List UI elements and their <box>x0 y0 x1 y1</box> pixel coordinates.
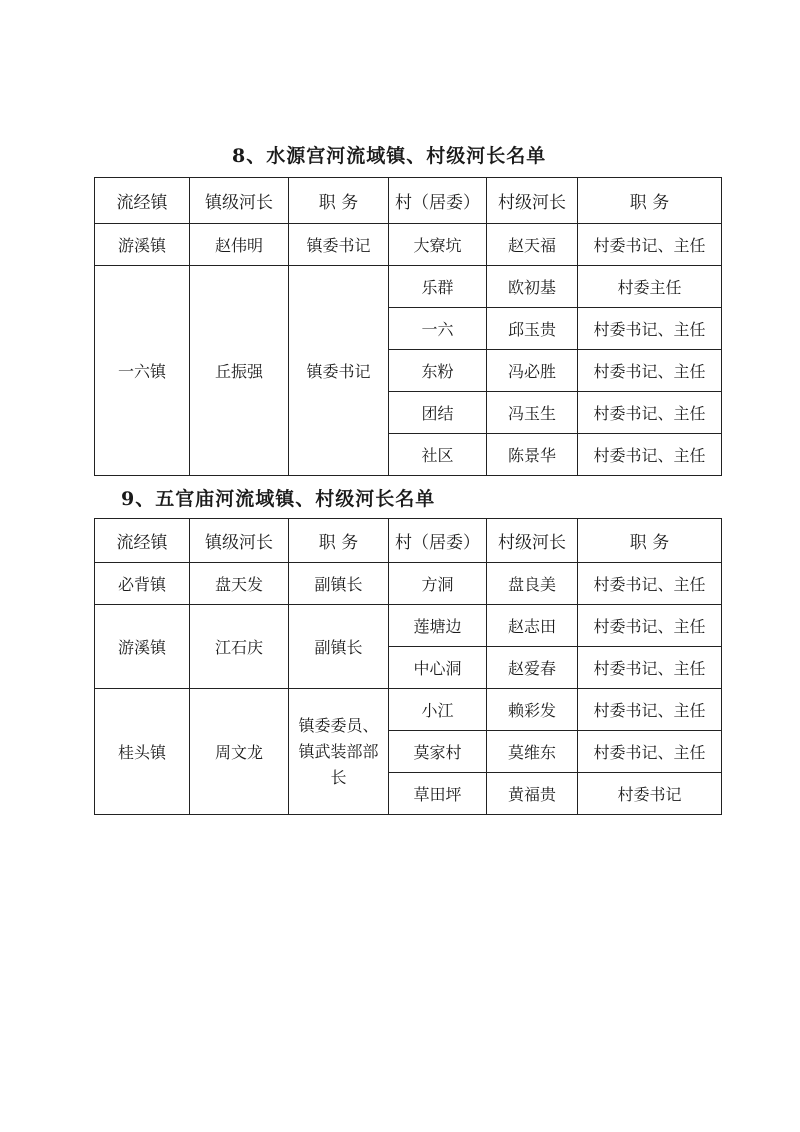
village-chief-cell: 赖彩发 <box>487 689 578 731</box>
town-duty-cell: 副镇长 <box>289 605 389 689</box>
village-chief-cell: 邱玉贵 <box>487 308 578 350</box>
town-duty-cell: 副镇长 <box>289 563 389 605</box>
village-chief-cell: 赵爱春 <box>487 647 578 689</box>
header-cell: 镇级河长 <box>190 178 289 224</box>
village-chief-cell: 冯玉生 <box>487 392 578 434</box>
header-cell: 职 务 <box>289 519 389 563</box>
table-row <box>95 266 722 308</box>
town-duty-cell: 镇委书记 <box>289 224 389 266</box>
header-cell: 镇级河长 <box>190 519 289 563</box>
town-duty-cell: 镇委委员、镇武装部部长 <box>289 689 389 815</box>
village-duty-cell: 村委书记、主任 <box>578 605 722 647</box>
table-row <box>95 605 722 647</box>
town-cell: 一六镇 <box>95 266 190 476</box>
table-header-row <box>95 178 722 224</box>
village-duty-cell: 村委书记、主任 <box>578 224 722 266</box>
village-chief-cell: 赵天福 <box>487 224 578 266</box>
village-duty-cell: 村委书记、主任 <box>578 563 722 605</box>
header-cell: 村级河长 <box>487 178 578 224</box>
town-cell: 游溪镇 <box>95 224 190 266</box>
village-duty-cell: 村委书记 <box>578 773 722 815</box>
header-cell: 流经镇 <box>95 519 190 563</box>
town-cell: 必背镇 <box>95 563 190 605</box>
town-chief-cell: 江石庆 <box>190 605 289 689</box>
town-cell: 桂头镇 <box>95 689 190 815</box>
village-chief-cell: 莫维东 <box>487 731 578 773</box>
header-cell: 职 务 <box>289 178 389 224</box>
town-cell: 游溪镇 <box>95 605 190 689</box>
header-cell: 职 务 <box>578 178 722 224</box>
village-duty-cell: 村委书记、主任 <box>578 689 722 731</box>
village-cell: 草田坪 <box>389 773 487 815</box>
village-cell: 社区 <box>389 434 487 476</box>
header-cell: 村（居委） <box>389 519 487 563</box>
village-chief-cell: 冯必胜 <box>487 350 578 392</box>
header-cell: 职 务 <box>578 519 722 563</box>
village-cell: 小江 <box>389 689 487 731</box>
village-chief-cell: 陈景华 <box>487 434 578 476</box>
village-cell: 莫家村 <box>389 731 487 773</box>
table-header-row <box>95 519 722 563</box>
section-1-title: 8、水源宫河流域镇、村级河长名单 <box>232 145 547 167</box>
village-duty-cell: 村委书记、主任 <box>578 731 722 773</box>
village-duty-cell: 村委书记、主任 <box>578 392 722 434</box>
village-cell: 一六 <box>389 308 487 350</box>
table-row <box>95 563 722 605</box>
village-duty-cell: 村委书记、主任 <box>578 647 722 689</box>
village-chief-cell: 欧初基 <box>487 266 578 308</box>
section-2-title: 9、五官庙河流域镇、村级河长名单 <box>121 488 436 510</box>
village-cell: 东粉 <box>389 350 487 392</box>
river-chief-table-2 <box>94 518 722 815</box>
village-duty-cell: 村委书记、主任 <box>578 434 722 476</box>
table-row <box>95 224 722 266</box>
village-cell: 莲塘边 <box>389 605 487 647</box>
village-cell: 中心洞 <box>389 647 487 689</box>
town-chief-cell: 赵伟明 <box>190 224 289 266</box>
village-cell: 大寮坑 <box>389 224 487 266</box>
town-chief-cell: 丘振强 <box>190 266 289 476</box>
village-cell: 方洞 <box>389 563 487 605</box>
village-chief-cell: 盘良美 <box>487 563 578 605</box>
village-chief-cell: 赵志田 <box>487 605 578 647</box>
village-cell: 乐群 <box>389 266 487 308</box>
village-duty-cell: 村委书记、主任 <box>578 308 722 350</box>
river-chief-table-1 <box>94 177 722 476</box>
village-duty-cell: 村委书记、主任 <box>578 350 722 392</box>
town-duty-cell: 镇委书记 <box>289 266 389 476</box>
header-cell: 村级河长 <box>487 519 578 563</box>
town-chief-cell: 盘天发 <box>190 563 289 605</box>
village-chief-cell: 黄福贵 <box>487 773 578 815</box>
table-row <box>95 689 722 731</box>
village-duty-cell: 村委主任 <box>578 266 722 308</box>
town-chief-cell: 周文龙 <box>190 689 289 815</box>
village-cell: 团结 <box>389 392 487 434</box>
header-cell: 流经镇 <box>95 178 190 224</box>
header-cell: 村（居委） <box>389 178 487 224</box>
